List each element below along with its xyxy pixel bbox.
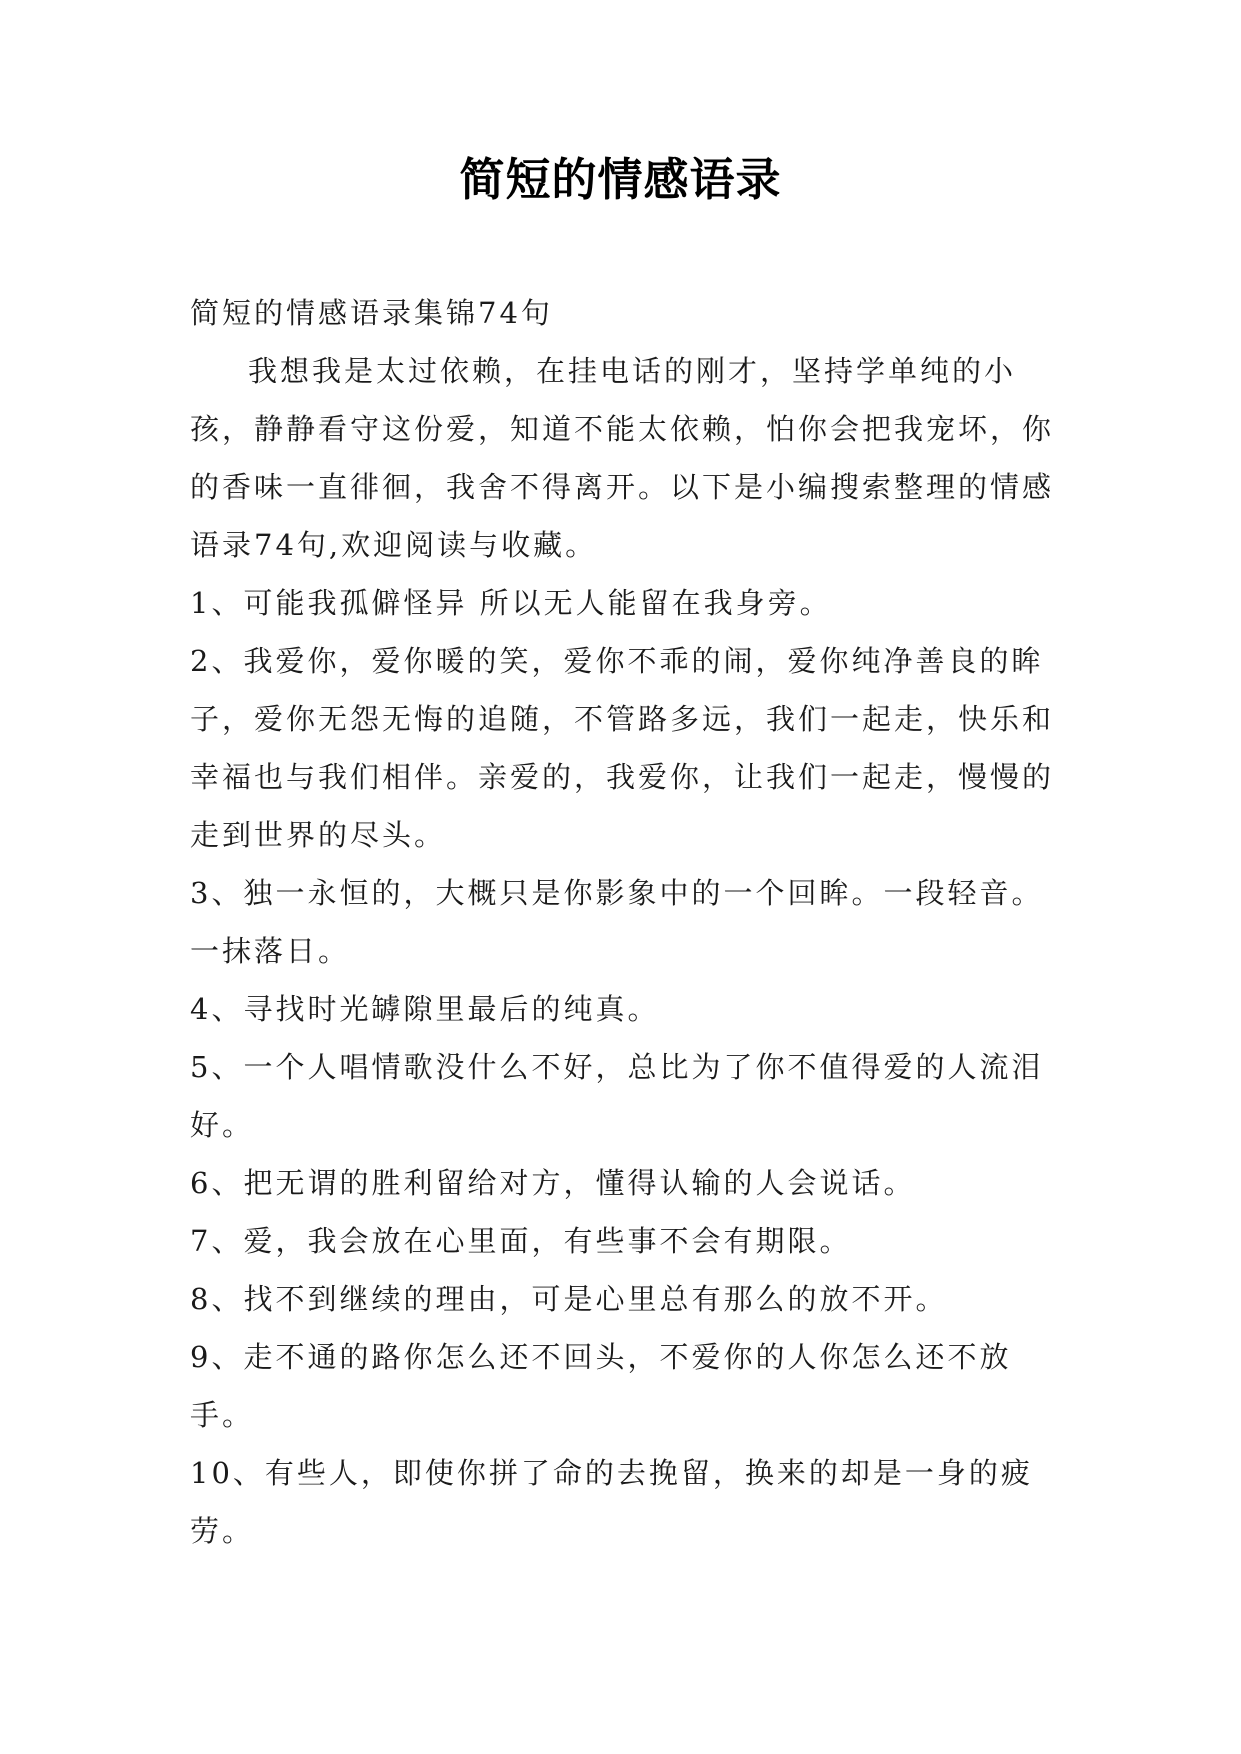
list-item: 1、可能我孤僻怪异 所以无人能留在我身旁。: [190, 586, 832, 620]
document-body: [190, 284, 1070, 1560]
list-item: 7、爱，我会放在心里面，有些事不会有期限。: [190, 1224, 852, 1258]
list-item: 3、独一永恒的，大概只是你影象中的一个回眸。一段轻音。一抹落日。: [190, 876, 1044, 968]
list-item: 8、找不到继续的理由，可是心里总有那么的放不开。: [190, 1282, 948, 1316]
list-item: 4、寻找时光罅隙里最后的纯真。: [190, 992, 660, 1026]
list-item: 2、我爱你，爱你暖的笑，爱你不乖的闹，爱你纯净善良的眸子，爱你无怨无悔的追随，不管路多远，我们一起走，快乐和幸福也与我们相伴。亲爱的，我爱你，让我们一起走，慢慢的走到世界的尽头。: [190, 644, 1055, 852]
list-item: 5、一个人唱情歌没什么不好，总比为了你不值得爱的人流泪好。: [190, 1050, 1044, 1142]
list-item: 6、把无谓的胜利留给对方，懂得认输的人会说话。: [190, 1166, 916, 1200]
subtitle: 简短的情感语录集锦74句: [190, 296, 553, 330]
list-item: 9、走不通的路你怎么还不回头，不爱你的人你怎么还不放手。: [190, 1340, 1012, 1432]
intro-paragraph: 我想我是太过依赖，在挂电话的刚才，坚持学单纯的小孩，静静看守这份爱，知道不能太依赖，怕你会把我宠坏，你的香味一直徘徊，我舍不得离开。以下是小编搜索整理的情感语录74句,欢迎阅读与收藏。: [190, 354, 1055, 562]
list-item: 10、有些人，即使你拼了命的去挽留，换来的却是一身的疲劳。: [190, 1456, 1033, 1548]
page-title: 简短的情感语录: [459, 153, 782, 206]
